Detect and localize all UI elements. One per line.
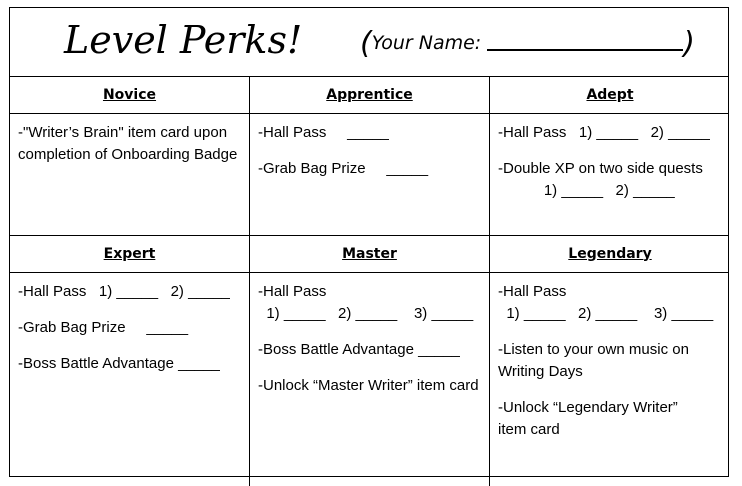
level-header-apprentice: Apprentice <box>326 86 413 103</box>
level-cell-master <box>250 281 489 411</box>
perk-line: -Boss Battle Advantage _____ <box>18 355 220 372</box>
perk-line: -Unlock “Legendary Writer” item card <box>498 399 678 438</box>
level-perks-sheet <box>9 7 729 477</box>
close-paren: ) <box>683 26 695 61</box>
perk-line: 1) _____ 2) _____ 3) _____ <box>258 305 474 322</box>
perk-line: -Boss Battle Advantage _____ <box>258 341 460 358</box>
perk-line: -Hall Pass 1) _____ 2) _____ <box>498 124 710 141</box>
perk-line: -Hall Pass _____ <box>258 124 389 141</box>
perk-line: -Listen to your own music on Writing Days <box>498 341 689 380</box>
level-header-novice: Novice <box>102 86 157 103</box>
open-paren: ( <box>360 26 372 61</box>
name-label: Your Name: <box>371 32 482 54</box>
level-header-legendary: Legendary <box>568 245 652 262</box>
title-row <box>10 8 728 77</box>
perk-line: -"Writer’s Brain" item card upon completion of Onboarding Badge <box>18 124 238 163</box>
level-cell-legendary <box>490 281 730 455</box>
level-header-expert: Expert <box>103 245 156 262</box>
level-header-master: Master <box>342 245 397 262</box>
perk-line: -Grab Bag Prize _____ <box>18 319 189 336</box>
row-divider-header-1 <box>10 113 728 114</box>
level-cell-apprentice <box>250 122 489 194</box>
row-divider-header-2 <box>10 272 728 273</box>
perk-line: 1) _____ 2) _____ <box>498 182 675 199</box>
perk-line: -Double XP on two side quests <box>498 160 703 177</box>
level-cell-expert <box>10 281 249 389</box>
page-title: Level Perks! <box>64 18 303 62</box>
perk-line: -Unlock “Master Writer” item card <box>258 377 479 394</box>
name-area <box>360 26 695 61</box>
level-cell-adept <box>490 122 730 216</box>
name-blank-line <box>487 31 683 51</box>
perk-line: -Hall Pass 1) _____ 2) _____ <box>18 283 230 300</box>
perk-line: -Hall Pass <box>258 283 327 300</box>
level-header-adept: Adept <box>586 86 634 103</box>
level-cell-novice <box>10 122 249 180</box>
perk-line: -Grab Bag Prize _____ <box>258 160 429 177</box>
perk-line: -Hall Pass <box>498 283 567 300</box>
perk-line: 1) _____ 2) _____ 3) _____ <box>498 305 714 322</box>
